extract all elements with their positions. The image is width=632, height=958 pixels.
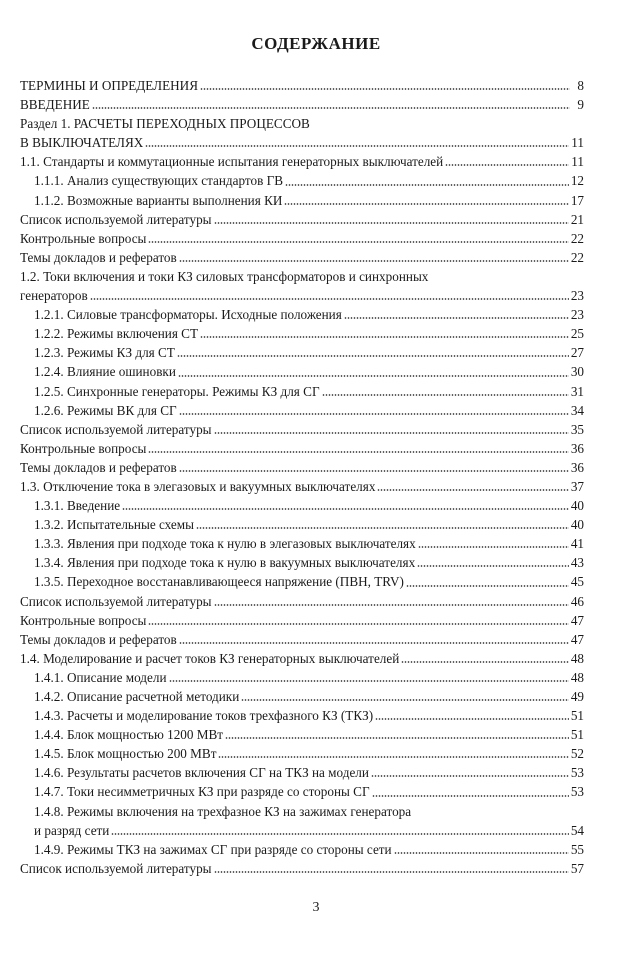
toc-entry <box>20 859 584 878</box>
toc-entry-page: 9 <box>577 97 584 113</box>
toc-entry <box>20 305 584 324</box>
toc-entry-title: 1.1.2. Возможные варианты выполнения КИ <box>34 192 283 208</box>
toc-entry-title: 1.4.1. Описание модели <box>34 669 167 685</box>
toc-entry-page: 37 <box>570 478 584 494</box>
toc-entry <box>20 611 584 630</box>
toc-entry <box>20 114 584 152</box>
toc-entry-page: 48 <box>570 650 584 666</box>
dot-leader <box>418 546 569 548</box>
toc-entry <box>20 496 584 515</box>
toc-entry-title: Контрольные вопросы <box>20 230 147 246</box>
dot-leader <box>225 737 569 739</box>
toc-entry-page: 12 <box>570 173 584 189</box>
toc-entry-page: 22 <box>570 230 584 246</box>
toc-entry-title: 1.1.1. Анализ существующих стандартов ГВ <box>34 173 284 189</box>
dot-leader <box>92 107 570 109</box>
toc-entry-title: 1.4.6. Результаты расчетов включения СГ на ТКЗ на модели <box>34 765 369 781</box>
toc-entry-title: 1.3. Отключение тока в элегазовых и вакуумных выключателях <box>20 478 376 494</box>
toc-entry-title: Список используемой литературы <box>20 211 212 227</box>
page-number: 3 <box>312 900 320 915</box>
toc-entry-page: 46 <box>570 593 584 609</box>
dot-leader <box>179 260 569 262</box>
toc-entry-title: 1.2.5. Синхронные генераторы. Режимы КЗ для СГ <box>34 383 320 399</box>
toc-entry <box>20 782 584 801</box>
toc-entry-title: 1.4.3. Расчеты и моделирование токов трехфазного КЗ (ТКЗ) <box>34 708 374 724</box>
toc-entry-page: 8 <box>577 78 584 93</box>
dot-leader <box>179 642 569 644</box>
dot-leader <box>178 375 569 377</box>
dot-leader <box>401 661 569 663</box>
dot-leader <box>179 470 569 472</box>
toc-entry <box>20 382 584 401</box>
toc-entry-page: 40 <box>570 517 584 533</box>
toc-entry-title: 1.2.1. Силовые трансформаторы. Исходные положения <box>34 307 342 323</box>
toc-entry-page: 45 <box>570 574 584 590</box>
toc-entry-page: 47 <box>570 612 584 628</box>
toc-entry <box>20 439 584 458</box>
toc-entry-page: 36 <box>570 459 584 475</box>
toc-entry <box>20 267 584 305</box>
toc-entry-title: Контрольные вопросы <box>20 612 147 628</box>
toc-entry-title-continued: генераторов <box>20 288 88 304</box>
toc-entry-page: 35 <box>570 421 584 437</box>
toc-entry <box>20 362 584 381</box>
toc-entry <box>20 152 584 171</box>
dot-leader <box>322 394 569 396</box>
toc-entry <box>20 840 584 859</box>
toc-entry <box>20 210 584 229</box>
toc-entry <box>20 76 584 95</box>
toc-entry-title: 1.3.4. Явления при подходе тока к нулю в вакуумных выключателях <box>34 555 416 571</box>
toc-entry-title: 1.2.2. Режимы включения СТ <box>34 326 199 342</box>
toc-entry <box>20 649 584 668</box>
toc-entry <box>20 248 584 267</box>
toc-entry <box>20 592 584 611</box>
dot-leader <box>218 756 568 758</box>
toc-entry-title: Темы докладов и рефератов <box>20 631 177 647</box>
toc-entry <box>20 191 584 210</box>
toc-entry-title: Темы докладов и рефератов <box>20 249 177 265</box>
dot-leader <box>200 88 570 90</box>
dot-leader <box>284 203 568 205</box>
toc-entry <box>20 95 584 114</box>
toc-entry-page: 51 <box>570 727 584 743</box>
toc-entry <box>20 458 584 477</box>
toc-entry-title: 1.2.6. Режимы ВК для СГ <box>34 402 177 418</box>
table-of-contents <box>20 76 584 878</box>
toc-entry <box>20 687 584 706</box>
toc-entry <box>20 343 584 362</box>
toc-entry-title: Список используемой литературы <box>20 421 212 437</box>
toc-entry-title: 1.2. Токи включения и токи КЗ силовых трансформаторов и синхронных <box>20 268 429 284</box>
toc-entry-page: 57 <box>570 860 584 876</box>
dot-leader <box>372 795 569 797</box>
toc-entry-title-continued: В ВЫКЛЮЧАТЕЛЯХ <box>20 135 144 151</box>
toc-entry-page: 48 <box>570 669 584 685</box>
toc-entry <box>20 763 584 782</box>
dot-leader <box>417 565 569 567</box>
toc-entry-page: 11 <box>571 135 584 151</box>
toc-entry-page: 47 <box>570 631 584 647</box>
dot-leader <box>179 413 569 415</box>
dot-leader <box>214 871 569 873</box>
toc-entry <box>20 668 584 687</box>
dot-leader <box>177 355 569 357</box>
dot-leader <box>406 585 569 587</box>
toc-entry-page: 54 <box>570 822 584 838</box>
toc-entry-page: 52 <box>570 746 584 762</box>
dot-leader <box>214 432 569 434</box>
toc-entry-title: 1.3.2. Испытательные схемы <box>34 517 194 533</box>
toc-entry-page: 34 <box>570 402 584 418</box>
dot-leader <box>344 317 569 319</box>
toc-entry-page: 36 <box>570 440 584 456</box>
toc-entry <box>20 401 584 420</box>
toc-entry-title: 1.4. Моделирование и расчет токов КЗ генераторных выключателей <box>20 650 400 666</box>
dot-leader <box>285 184 569 186</box>
toc-entry-title: ВВЕДЕНИЕ <box>20 97 90 113</box>
dot-leader <box>377 489 568 491</box>
dot-leader <box>111 833 568 835</box>
toc-entry <box>20 802 584 840</box>
toc-entry <box>20 534 584 553</box>
toc-entry-title: 1.3.1. Введение <box>34 498 121 514</box>
toc-entry-page: 51 <box>570 708 584 724</box>
toc-entry-page: 11 <box>571 154 584 170</box>
toc-entry-title: 1.4.7. Токи несимметричных КЗ при разряде со стороны СГ <box>34 784 370 800</box>
toc-entry-page: 23 <box>570 307 584 323</box>
dot-leader <box>214 222 569 224</box>
dot-leader <box>148 451 568 453</box>
toc-entry-title: Контрольные вопросы <box>20 440 147 456</box>
dot-leader <box>371 775 569 777</box>
toc-entry-title: 1.3.5. Переходное восстанавливающееся напряжение (ПВН, TRV) <box>34 574 404 590</box>
toc-entry-page: 49 <box>570 689 584 704</box>
toc-entry-title: Список используемой литературы <box>20 593 212 609</box>
toc-entry <box>20 477 584 496</box>
dot-leader <box>394 852 569 854</box>
dot-leader <box>145 145 569 147</box>
dot-leader <box>375 718 569 720</box>
toc-entry <box>20 630 584 649</box>
toc-entry-page: 55 <box>570 841 584 857</box>
toc-entry-title: ТЕРМИНЫ И ОПРЕДЕЛЕНИЯ <box>20 78 198 93</box>
toc-entry-title: Список используемой литературы <box>20 860 212 876</box>
dot-leader <box>122 508 569 510</box>
toc-entry-page: 53 <box>570 765 584 781</box>
page-title: СОДЕРЖАНИЕ <box>251 34 381 53</box>
toc-entry-page: 41 <box>570 536 584 552</box>
toc-entry-title: 1.4.2. Описание расчетной методики <box>34 689 240 704</box>
dot-leader <box>200 336 569 338</box>
toc-entry-page: 21 <box>570 211 584 227</box>
toc-entry-title: 1.1. Стандарты и коммутационные испытания генераторных выключателей <box>20 154 444 170</box>
toc-entry <box>20 229 584 248</box>
dot-leader <box>148 241 568 243</box>
toc-entry-title: 1.3.3. Явления при подходе тока к нулю в элегазовых выключателях <box>34 536 416 552</box>
toc-entry-page: 23 <box>570 288 584 304</box>
toc-entry-title: 1.2.3. Режимы КЗ для СТ <box>34 345 175 361</box>
toc-entry-page: 25 <box>570 326 584 342</box>
dot-leader <box>148 623 568 625</box>
toc-entry-page: 53 <box>570 784 584 800</box>
toc-entry <box>20 324 584 343</box>
toc-entry-title: 1.4.5. Блок мощностью 200 МВт <box>34 746 217 762</box>
toc-entry-title-continued: и разряд сети <box>34 822 110 838</box>
toc-entry <box>20 515 584 534</box>
toc-entry-title: Темы докладов и рефератов <box>20 459 177 475</box>
toc-entry-title: 1.4.4. Блок мощностью 1200 МВт <box>34 727 224 743</box>
toc-entry <box>20 171 584 190</box>
dot-leader <box>196 527 569 529</box>
toc-entry-page: 27 <box>570 345 584 361</box>
dot-leader <box>214 604 569 606</box>
toc-entry-title: Раздел 1. РАСЧЕТЫ ПЕРЕХОДНЫХ ПРОЦЕССОВ <box>20 116 310 132</box>
dot-leader <box>241 699 569 701</box>
dot-leader <box>90 298 569 300</box>
dot-leader <box>445 164 569 166</box>
toc-entry-title: 1.4.8. Режимы включения на трехфазное КЗ на зажимах генератора <box>34 803 412 819</box>
toc-entry <box>20 553 584 572</box>
toc-entry <box>20 706 584 725</box>
dot-leader <box>169 680 569 682</box>
toc-entry-page: 31 <box>570 383 584 399</box>
toc-entry-page: 30 <box>570 364 584 380</box>
toc-entry <box>20 572 584 591</box>
toc-entry-page: 40 <box>570 498 584 514</box>
toc-entry-page: 17 <box>570 192 584 208</box>
toc-entry <box>20 744 584 763</box>
toc-entry-title: 1.2.4. Влияние ошиновки <box>34 364 176 380</box>
toc-entry-page: 22 <box>570 249 584 265</box>
toc-entry-page: 43 <box>570 555 584 571</box>
toc-entry <box>20 725 584 744</box>
toc-entry-title: 1.4.9. Режимы ТКЗ на зажимах СГ при разряде со стороны сети <box>34 841 392 857</box>
toc-entry <box>20 420 584 439</box>
